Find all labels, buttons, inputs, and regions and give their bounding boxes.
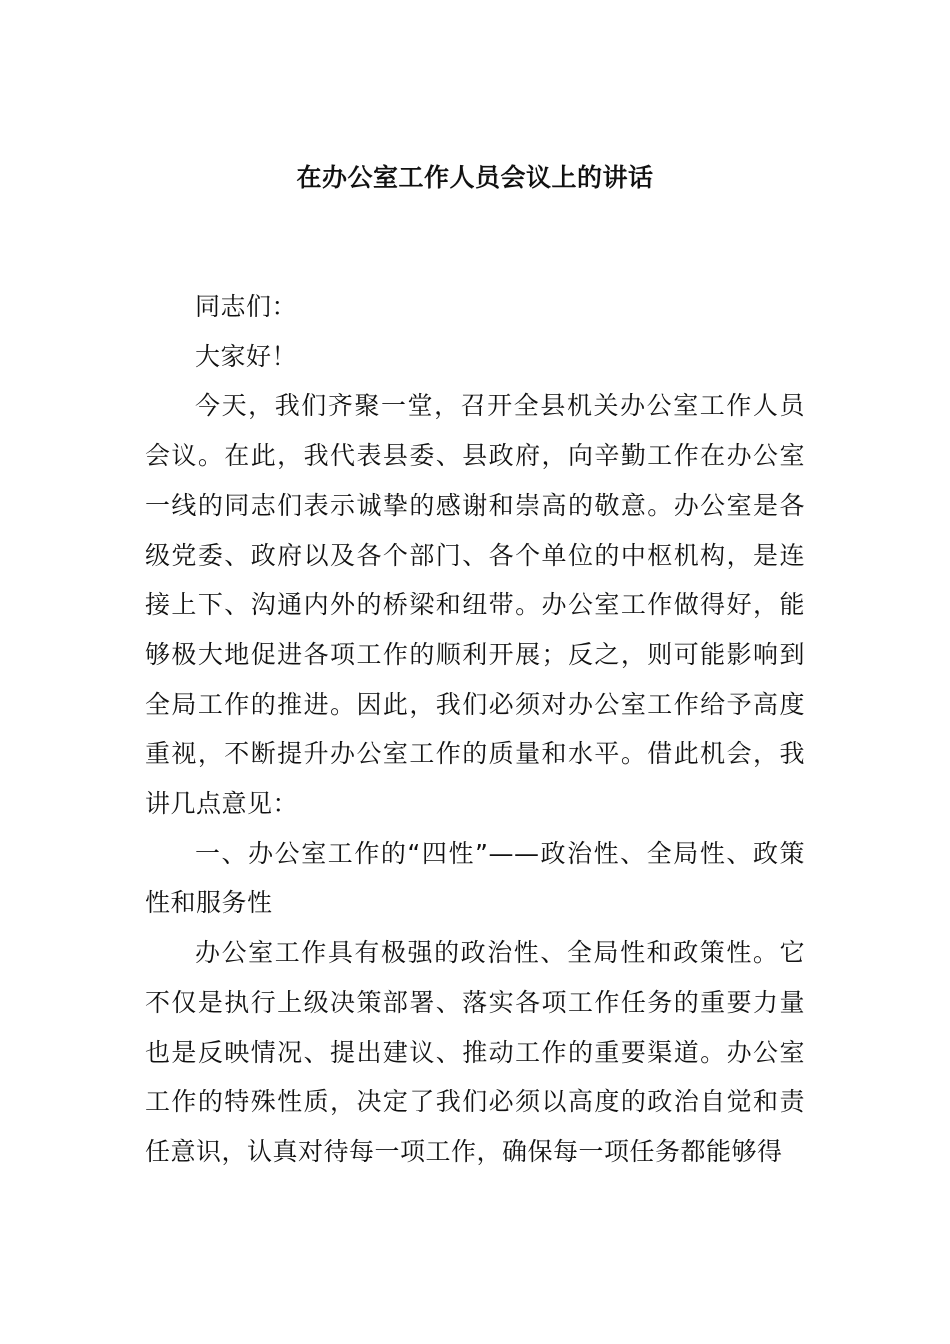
greeting-paragraph: 大家好！	[195, 341, 298, 371]
section-heading-paragraph: 一、办公室工作的“四性”——政治性、全局性、政策性和服务性	[145, 838, 805, 918]
salutation-paragraph: 同志们：	[195, 292, 298, 321]
opening-paragraph: 今天，我们齐聚一堂，召开全县机关办公室工作人员会议。在此，我代表县委、县政府，向辛勤工作在办公室一线的同志们表示诚挚的感谢和崇高的敬意。办公室是各级党委、政府以及各个部门、各个单位的中枢机构，是连接上下、沟通内外的桥梁和纽带。办公室工作做得好，能够极大地促进各项工作的顺利开展；反之，则可能影响到全局工作的推进。因此，我们必须对办公室工作给予高度重视，不断提升办公室工作的质量和水平。借此机会，我讲几点意见：	[145, 391, 805, 819]
section-body-paragraph: 办公室工作具有极强的政治性、全局性和政策性。它不仅是执行上级决策部署、落实各项工作任务的重要力量也是反映情况、提出建议、推动工作的重要渠道。办公室工作的特殊性质，决定了我们必须以高度的政治自觉和责任意识，认真对待每一项工作，确保每一项任务都能够得	[145, 938, 805, 1166]
document-body	[145, 282, 805, 1177]
document-title: 在办公室工作人员会议上的讲话	[296, 163, 654, 192]
